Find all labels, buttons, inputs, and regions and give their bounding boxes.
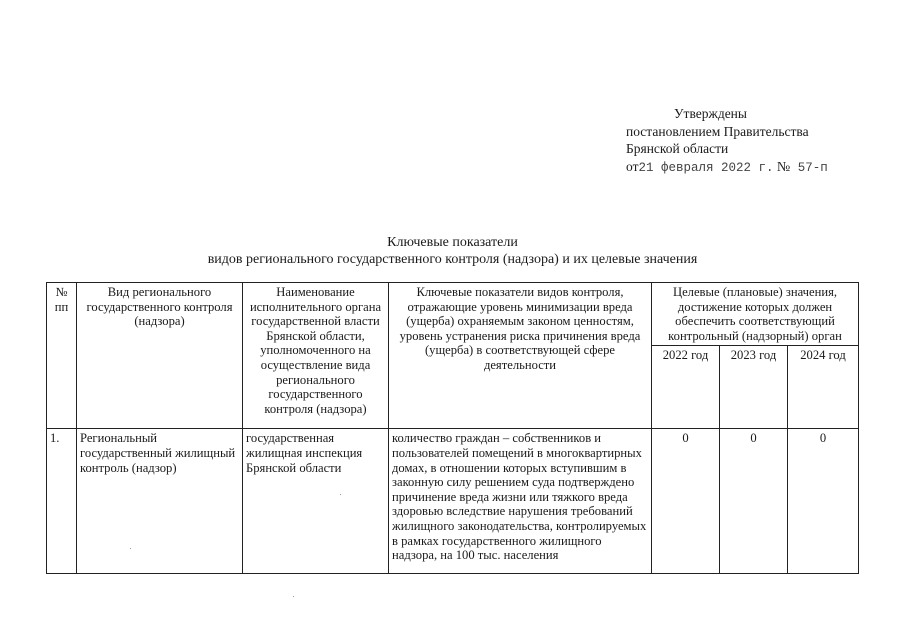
row-indicator: количество граждан – собственников и пользователей помещений в многоквартирных домах, в отношении которых вступившим в законную силу решением суда подтверждено причинение вреда жизни или тяжкого вреда здоровью вследствие нарушения требований жилищного законодательства, контролируемых в рамках государственного жилищного надзора, на 100 тыс. населения (389, 429, 652, 574)
document-subtitle: видов регионального государственного контроля (надзора) и их целевые значения (207, 252, 698, 267)
row-authority: государственная жилищная инспекция Брянской области (243, 429, 389, 574)
header-num: № пп (47, 283, 77, 429)
header-target-values: Целевые (плановые) значения, достижение которых должен обеспечить соответствующий контрольный (надзорный) орган (652, 283, 859, 346)
header-control-type: Вид регионального государственного контроля (надзора) (77, 283, 243, 429)
header-indicators: Ключевые показатели видов контроля, отражающие уровень минимизации вреда (ущерба) охраняемым законом ценностям, уровень устранения риска причинения вреда (ущерба) в соответствующей сфере деятельности (389, 283, 652, 429)
header-year-2022: 2022 год (652, 346, 720, 429)
header-authority: Наименование исполнительного органа государственной власти Брянской области, уполномоченного на осуществление вида регионального государственного контроля (надзора) (243, 283, 389, 429)
row-value-2023: 0 (720, 429, 788, 574)
header-row (47, 283, 859, 346)
approval-line: Утверждены (674, 106, 747, 121)
approval-line: постановлением Правительства (626, 123, 809, 139)
row-control-type: Региональный государственный жилищный контроль (надзор) (77, 429, 243, 574)
header-year-2024: 2024 год (788, 346, 859, 429)
scan-speck (293, 596, 294, 597)
handwritten-number: 57-п (797, 160, 828, 175)
date-prefix: от (626, 158, 639, 174)
row-value-2022: 0 (652, 429, 720, 574)
table-row (47, 429, 859, 574)
approval-date-line (626, 158, 886, 178)
indicators-table (46, 282, 859, 574)
approval-stamp (626, 105, 886, 177)
scan-speck (340, 494, 341, 495)
scan-speck (130, 548, 131, 549)
document-title: Ключевые показатели (387, 235, 518, 250)
number-sign: № (776, 159, 791, 175)
header-year-2023: 2023 год (720, 346, 788, 429)
row-num: 1. (47, 429, 77, 574)
row-value-2024: 0 (788, 429, 859, 574)
handwritten-date: 21 февраля 2022 г. (638, 160, 774, 175)
approval-line: Брянской области (626, 141, 729, 156)
